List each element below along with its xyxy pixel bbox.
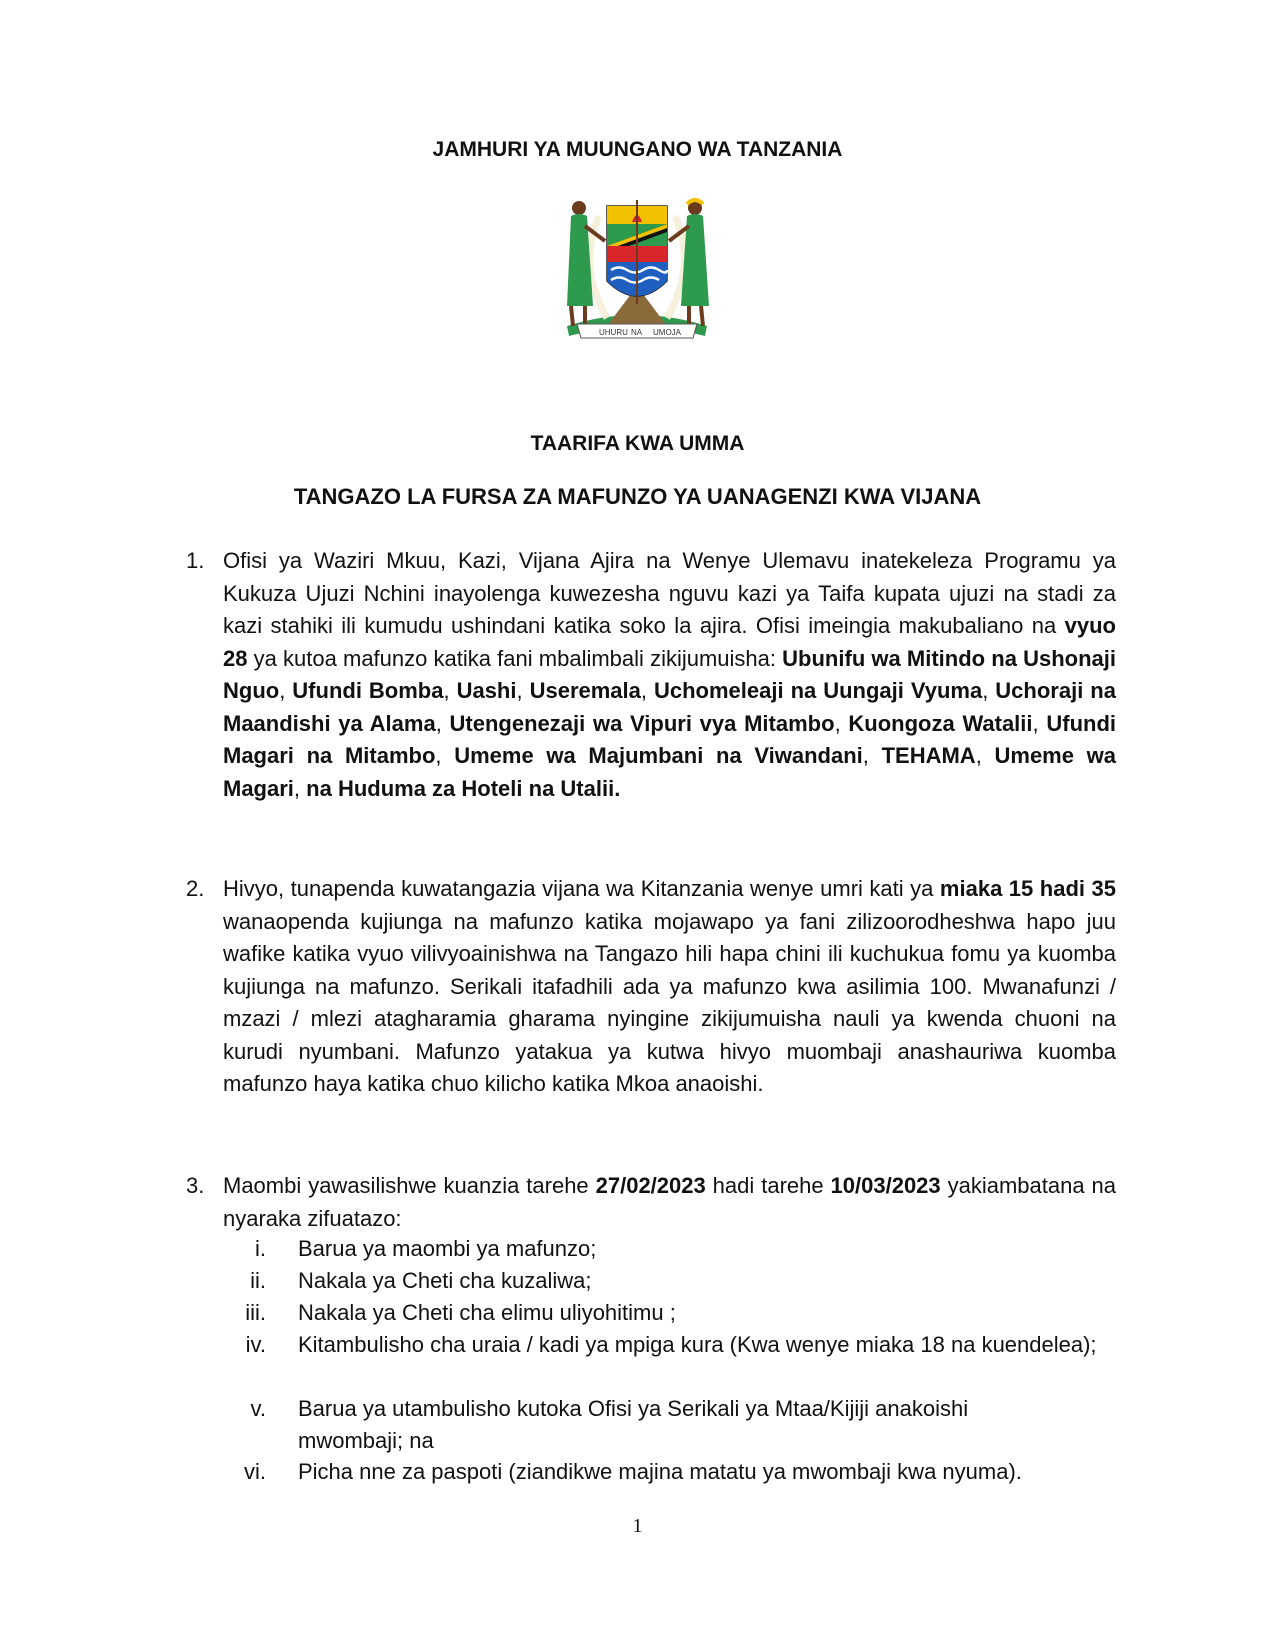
bold-run: Ufundi Magari na Mitambo xyxy=(223,710,1117,768)
bold-run: Uashi xyxy=(456,678,517,703)
bold-run: Umeme wa Majumbani na Viwandani xyxy=(454,743,863,768)
doc-text: Nakala ya Cheti cha elimu uliyohitimu ; xyxy=(298,1300,676,1325)
bold-run: vyuo 28 xyxy=(223,613,1116,671)
text-run: Maombi yawasilishwe kuanzia tarehe xyxy=(223,1173,596,1198)
text-run: , xyxy=(516,678,530,703)
text-run: , xyxy=(435,743,455,768)
text-run: , xyxy=(293,775,307,801)
doc-list-item xyxy=(186,1265,1116,1297)
bold-run: Kuongoza Watalii xyxy=(848,710,1033,736)
text-run: wanaopenda kujiunga na mafunzo katika mojawapo ya fani zilizoorodheshwa hapo juu wafike katika vyuo vilivyoainishwa na Tangazo hili hapa chini ili kuchukua fomu ya kuomba kujiunga na mafunzo. Serikali itafadhili ada ya mafunzo kwa asilimia 100. Mwanafunzi / mzazi / mlezi atagharamia gharama nyingine zikijumuisha nauli ya kwenda chuoni na kurudi nyumbani. Mafunzo yatakua ya kutwa hivyo muombaji anashauriwa kuomba mafunzo haya katika chuo kilicho katika Mkoa anaoishi. xyxy=(223,908,1116,1096)
crest-banner-mid: NA xyxy=(631,328,643,337)
text-run: , xyxy=(1032,710,1047,736)
roman-numeral: i. xyxy=(255,1236,266,1261)
text-run: yakiambatana na nyaraka zifuatazo: xyxy=(223,1173,1116,1231)
item-number: 3. xyxy=(186,1173,205,1198)
item-body xyxy=(223,873,1116,1101)
text-run: , xyxy=(279,678,293,703)
bold-run: miaka 15 hadi 35 xyxy=(939,876,1116,901)
doc-list-item xyxy=(186,1456,1116,1488)
bold-run: Useremala xyxy=(529,678,641,703)
item-number: 2. xyxy=(186,876,205,901)
text-run: , xyxy=(443,678,457,703)
roman-numeral: vi. xyxy=(244,1459,266,1484)
text-run: ya kutoa mafunzo katika fani mbalimbali zikijumuisha: xyxy=(247,645,783,671)
text-run: Ofisi ya Waziri Mkuu, Kazi, Vijana Ajira na Wenye Ulemavu inatekeleza Programu ya Kukuza Ujuzi Nchini inayolenga kuwezesha nguvu kazi ya Taifa kupata ujuzi na stadi za kazi stahiki ili kumudu ushindani katika soko la ajira. Ofisi imeingia makubaliano na xyxy=(223,548,1116,638)
bold-run: Ubunifu wa Mitindo na Ushonaji Nguo xyxy=(223,645,1116,703)
text-run: , xyxy=(975,743,995,768)
bold-run: Uchoraji na Maandishi ya Alama xyxy=(223,678,1116,736)
page-number: 1 xyxy=(632,1515,643,1537)
bold-run: Ufundi Bomba xyxy=(292,678,444,703)
paragraph-item-3 xyxy=(186,1170,1116,1235)
doc-text: Kitambulisho cha uraia / kadi ya mpiga kura (Kwa wenye miaka 18 na kuendelea); xyxy=(298,1332,1097,1357)
doc-text: Nakala ya Cheti cha kuzaliwa; xyxy=(298,1268,592,1293)
bold-run: TEHAMA xyxy=(881,743,976,768)
text-run: , xyxy=(834,710,849,736)
paragraph-item-1 xyxy=(186,545,1116,805)
item-body xyxy=(223,545,1116,805)
republic-heading: JAMHURI YA MUUNGANO WA TANZANIA xyxy=(432,138,843,161)
bold-run: 27/02/2023 xyxy=(595,1173,706,1198)
bold-run: 10/03/2023 xyxy=(830,1173,941,1198)
doc-text: Barua ya maombi ya mafunzo; xyxy=(298,1236,597,1261)
roman-numeral: v. xyxy=(250,1396,266,1421)
doc-text: Picha nne za paspoti (ziandikwe majina matatu ya mwombaji kwa nyuma). xyxy=(298,1459,1022,1484)
roman-numeral: iii. xyxy=(245,1300,266,1325)
bold-run: Utengenezaji wa Vipuri vya Mitambo xyxy=(449,710,835,736)
announcement-headline: TANGAZO LA FURSA ZA MAFUNZO YA UANAGENZI KWA VIJANA xyxy=(293,484,982,509)
doc-text: Barua ya utambulisho kutoka Ofisi ya Serikali ya Mtaa/Kijiji anakoishi mwombaji; na xyxy=(298,1396,969,1453)
roman-numeral: ii. xyxy=(250,1268,266,1293)
doc-list-item xyxy=(186,1297,1116,1329)
paragraph-item-2 xyxy=(186,873,1116,1101)
crest-banner-right: UMOJA xyxy=(653,328,681,337)
doc-list-item xyxy=(186,1393,1116,1457)
bold-run: Umeme wa Magari xyxy=(223,743,1117,801)
text-run: , xyxy=(982,678,996,703)
notice-title: TAARIFA KWA UMMA xyxy=(530,432,745,455)
bold-run: na Huduma za Hoteli na Utalii. xyxy=(306,775,621,801)
coat-of-arms-emblem xyxy=(537,186,737,346)
text-run: , xyxy=(435,710,450,736)
doc-list-item xyxy=(186,1233,1116,1265)
item-body xyxy=(223,1170,1116,1235)
item-number: 1. xyxy=(186,548,205,573)
text-run: , xyxy=(640,678,654,703)
text-run: hadi tarehe xyxy=(705,1173,831,1198)
crest-banner-left: UHURU xyxy=(599,328,628,337)
text-run: , xyxy=(862,743,882,768)
text-run: Hivyo, tunapenda kuwatangazia vijana wa Kitanzania wenye umri kati ya xyxy=(223,876,940,901)
bold-run: Uchomeleaji na Uungaji Vyuma xyxy=(654,678,983,703)
roman-numeral: iv. xyxy=(245,1332,266,1357)
doc-list-item xyxy=(186,1329,1116,1361)
